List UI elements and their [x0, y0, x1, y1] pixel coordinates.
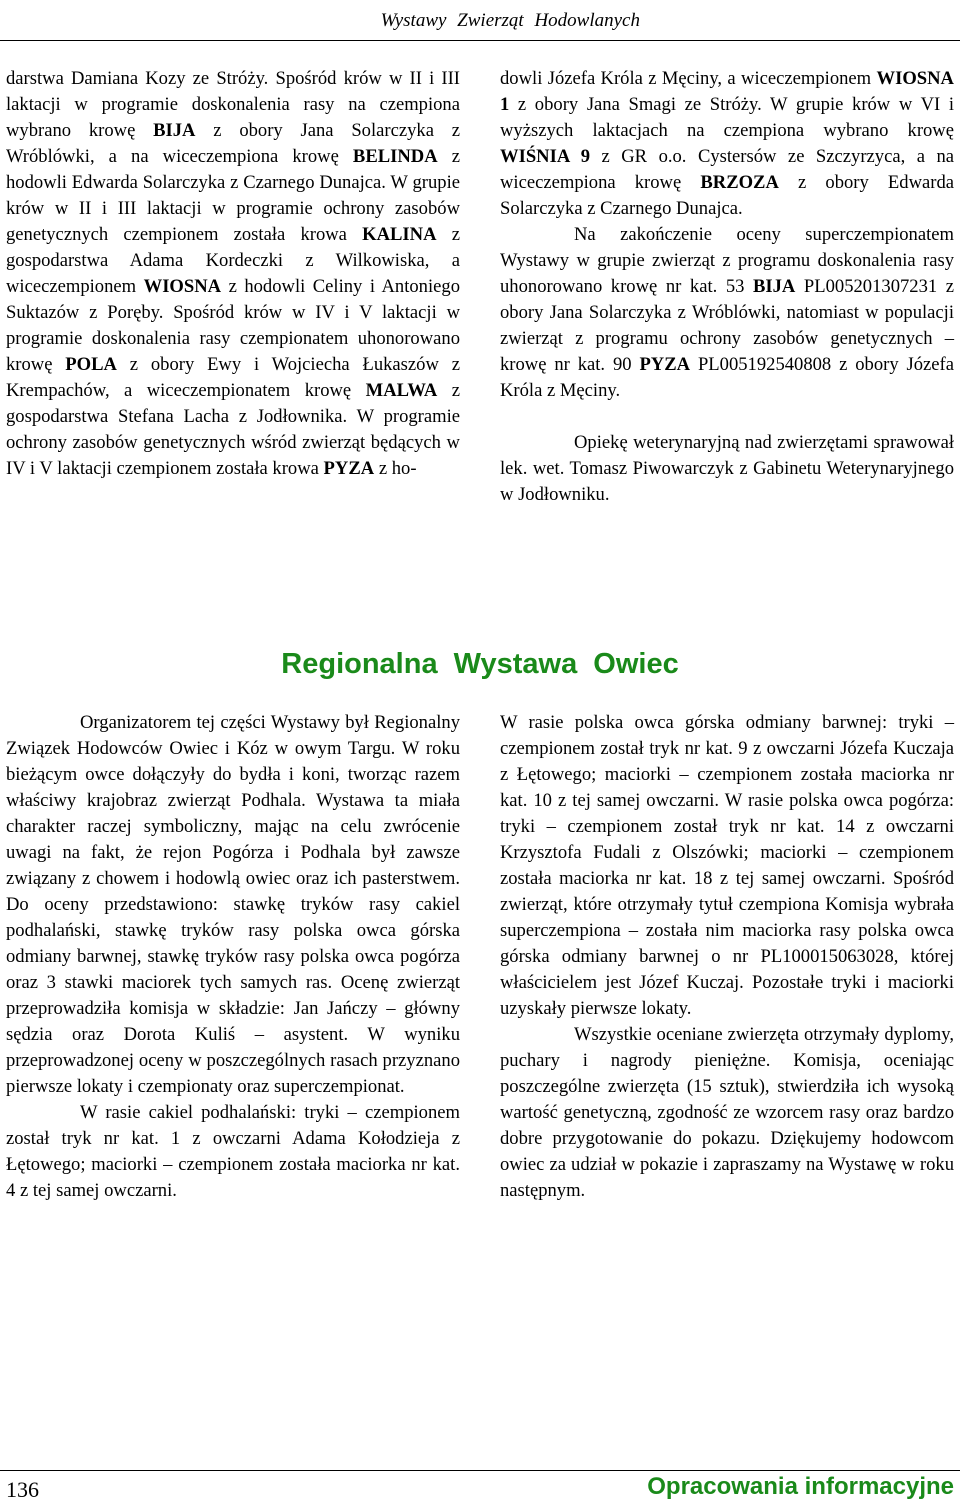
paragraph-sheep-results: W rasie polska owca górska odmiany barwnej: tryki – czempionem został tryk nr kat. 9 z owczarni Józefa Kuczaja z Łętowego; maciorki – czempionem została maciorka nr kat. 10 z tej samej owczarni. W rasie polska owca pogórza: tryki – czempionem został tryk nr kat. 14 z owczarni Krzysztofa Fudali z Olszówki; maciorki – czempionem została maciorka nr kat. 18 z tej samej owczarni. Spośród zwierząt, które otrzymały tytuł czempiona Komisja wybrała superczempiona – została nim maciorka rasy polska owca górska odmiany barwnej o nr PL100015063028, której właścicielem jest Józef Kuczaj. Pozostałe tryki i maciorki uzyskały pierwsze lokaty. — [500, 712, 954, 1019]
animal-name: BIJA — [153, 120, 196, 141]
animal-name: WIOSNA — [143, 276, 222, 297]
animal-name: POLA — [65, 354, 117, 375]
text-run: z GR o.o. Cystersów ze Szczyrzyca, a na wiceczempiona krowę — [500, 146, 954, 193]
column-1 — [6, 66, 460, 482]
paragraph-cattle-results — [6, 66, 460, 482]
animal-name: BRZOZA — [700, 172, 779, 193]
column-2 — [500, 66, 954, 508]
text-run: darstwa Damiana Kozy ze Stróży. Spośród krów w II i III laktacji w programie doskonalenia rasy na czempiona wybrano krowę — [6, 68, 460, 141]
animal-name: BIJA — [752, 276, 796, 297]
text-run: z obory Ewy i Wojciecha Łukaszów z Krempachów, a wiceczempionatem krowę — [6, 354, 460, 401]
text-run: z hodowli Celiny i Antoniego Suktazów z Poręby. Spośród krów w IV i V laktacji w programie doskonalenia rasy czempionatem uhonorowano krowę — [6, 276, 460, 375]
column-4 — [500, 710, 954, 1204]
text-run: PL005192540808 z obory Józefa Króla z Męciny. — [500, 354, 954, 401]
text-run: z gospodarstwa Stefana Lacha z Jodłownika. W programie ochrony zasobów genetycznych wśród zwierząt będących w IV i V laktacji czempionem została krowa — [6, 380, 460, 479]
column-3 — [6, 710, 460, 1204]
text-run: PL005201307231 z obory Jana Solarczyka z Wróblówki, natomiast w populacji zwierząt z programu ochrony zasobów genetycznych – krowę nr kat. 90 — [500, 276, 955, 375]
text-run: z ho- — [374, 458, 417, 479]
text-run: z gospodarstwa Adama Kordeczki z Wilkowiska, a wiceczempionem — [6, 224, 460, 297]
header-rule — [0, 40, 960, 41]
animal-name: WIOSNA 1 — [500, 68, 954, 115]
page-number: 136 — [6, 1477, 39, 1502]
animal-name: PYZA — [323, 458, 375, 479]
text-run: z obory Jana Smagi ze Stróży. W grupie krów w VI i wyższych laktacjach na czempiona wybrano krowę — [500, 94, 954, 141]
section-title: Regionalna Wystawa Owiec — [281, 648, 679, 680]
animal-name: BELINDA — [352, 146, 438, 167]
animal-name: KALINA — [362, 224, 437, 245]
text-run: z obory Edwarda Solarczyka z Czarnego Dunajca. — [500, 172, 954, 219]
paragraph-cattle-results-cont — [500, 66, 954, 222]
footer-rule — [0, 1470, 960, 1471]
paragraph-sheep-intro: Organizatorem tej części Wystawy był Regionalny Związek Hodowców Owiec i Kóz w owym Targu. W roku bieżącym owce dołączyły do bydła i koni, tworząc razem właściwy krajobraz zwierząt Podhala. Wystawa ta miała charakter raczej symboliczny, mając na celu zwrócenie uwagi na fakt, że rejon Pogórza i Podhala był zawsze związany z chowem i hodowlą owiec oraz ich pasterstwem. Do oceny przedstawiono: stawkę tryków rasy cakiel podhalański, stawkę tryków rasy polska owca górska odmiany barwnej, stawkę tryków rasy polska owca pogórza oraz 3 stawki maciorek tych samych ras. Ocenę zwierząt przeprowadziła komisja w składzie: Jan Jańczy – główny sędzia oraz Dorota Kuliś – asystent. W wyniku przeprowadzonej oceny w poszczególnych rasach przyznano pierwsze lokaty i czempionaty oraz superczempionat. — [6, 712, 460, 1097]
footer-label: Opracowania informacyjne — [647, 1473, 954, 1500]
text-run: z obory Jana Solarczyka z Wróblówki, a na wiceczempiona krowę — [6, 120, 460, 167]
text-run: dowli Józefa Króla z Męciny, a wiceczempionem — [500, 68, 877, 89]
paragraph-superchampion — [500, 222, 954, 404]
running-header: Wystawy Zwierząt Hodowlanych — [380, 10, 640, 31]
animal-name: PYZA — [639, 354, 691, 375]
text-run: Na zakończenie oceny superczempionatem Wystawy w grupie zwierząt z programu doskonalenia rasy uhonorowano krowę nr kat. 53 — [500, 224, 954, 297]
animal-name: WIŚNIA 9 — [500, 146, 591, 167]
text-run: z hodowli Edwarda Solarczyka z Czarnego Dunajca. W grupie krów w II i III laktacji w programie ochrony zasobów genetycznych czempionem została krowa — [6, 146, 460, 245]
animal-name: MALWA — [365, 380, 438, 401]
paragraph-closing: Wszystkie oceniane zwierzęta otrzymały dyplomy, puchary i nagrody pieniężne. Komisja, oceniając poszczególne zwierzęta (15 sztuk), stwierdziła ich wysoką wartość genetyczną, zgodność ze wzorcem rasy oraz bardzo dobre przygotowanie do pokazu. Dziękujemy hodowcom owiec za udział w pokazie i zapraszamy na Wystawę w roku następnym. — [500, 1024, 954, 1201]
paragraph-veterinary: Opiekę weterynaryjną nad zwierzętami sprawował lek. wet. Tomasz Piwowarczyk z Gabinetu Weterynaryjnego w Jodłowniku. — [500, 432, 954, 505]
paragraph-cakiel-results: W rasie cakiel podhalański: tryki – czempionem został tryk nr kat. 1 z owczarni Adama Kołodzieja z Łętowego; maciorki – czempionem została maciorka nr kat. 4 z tej samej owczarni. — [6, 1102, 460, 1201]
